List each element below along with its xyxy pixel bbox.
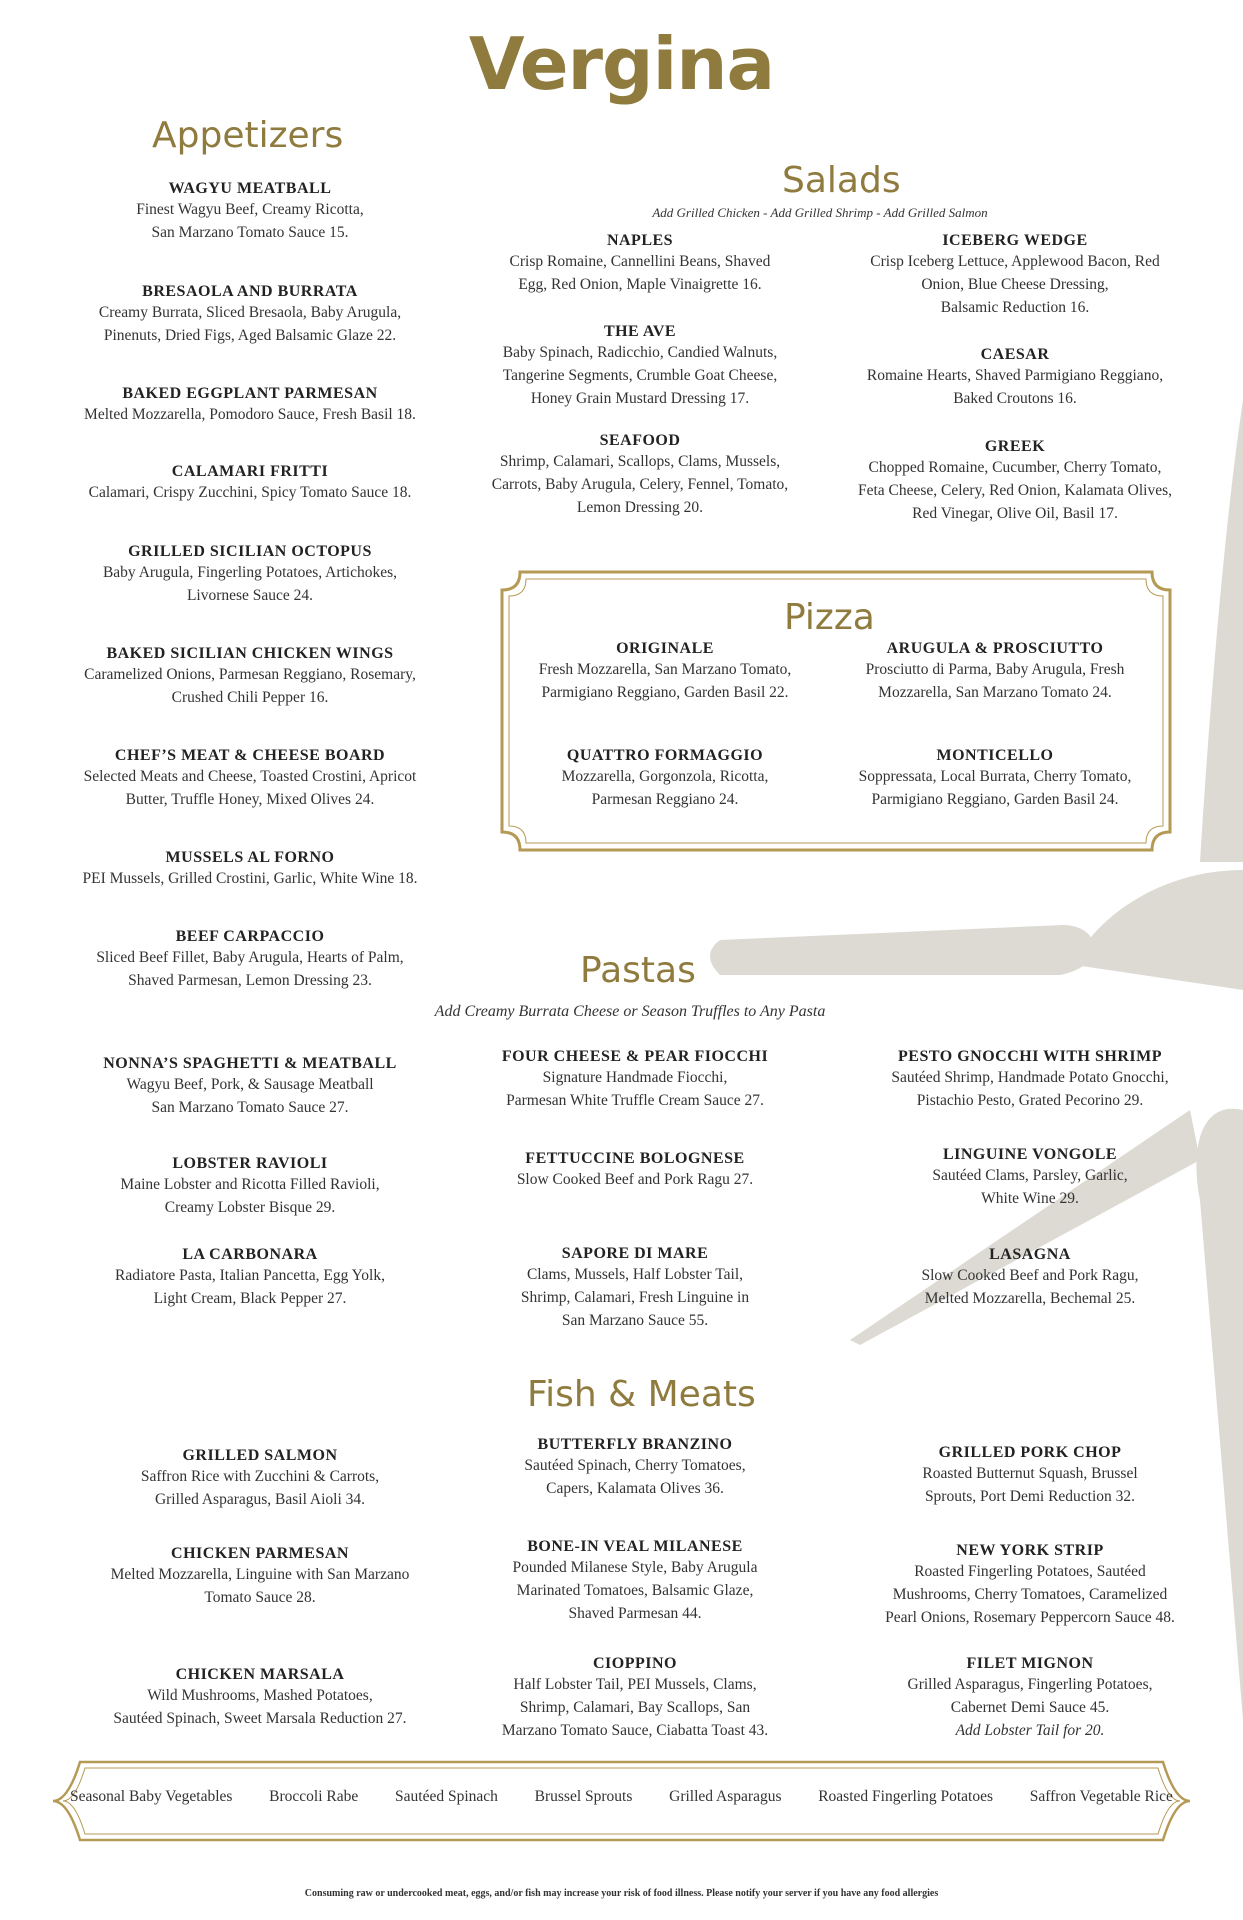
menu-item-description: Roasted Butternut Squash, Brussel Sprouts, Port Demi Reduction 32. — [922, 1465, 1138, 1505]
menu-item-name: GREEK — [984, 438, 1046, 455]
menu-item-description: Slow Cooked Beef and Pork Ragu, Melted Mozzarella, Bechemal 25. — [921, 1267, 1139, 1307]
menu-item-name: LA CARBONARA — [182, 1246, 318, 1263]
salads-note: Add Grilled Chicken - Add Grilled Shrimp - Add Grilled Salmon — [652, 205, 988, 220]
menu-item-name: GRILLED SALMON — [182, 1447, 338, 1464]
menu-item-description: Calamari, Crispy Zucchini, Spicy Tomato Sauce 18. — [88, 484, 412, 501]
menu-item-description: Melted Mozzarella, Pomodoro Sauce, Fresh Basil 18. — [84, 406, 416, 423]
menu-item-name: BEEF CARPACCIO — [175, 928, 325, 945]
menu-item-description: Crisp Romaine, Cannellini Beans, Shaved Egg, Red Onion, Maple Vinaigrette 16. — [509, 253, 771, 293]
menu-item-name: CHICKEN MARSALA — [175, 1666, 345, 1683]
menu-item-name: GRILLED PORK CHOP — [938, 1444, 1122, 1461]
menu-item-description: Signature Handmade Fiocchi, Parmesan White Truffle Cream Sauce 27. — [506, 1069, 764, 1109]
menu-item-name: CALAMARI FRITTI — [171, 463, 329, 480]
menu-item-description: Crisp Iceberg Lettuce, Applewood Bacon, Red Onion, Blue Cheese Dressing, Balsamic Reduction 16. — [870, 253, 1160, 316]
menu-item — [40, 543, 460, 607]
menu-item-description: Half Lobster Tail, PEI Mussels, Clams, Shrimp, Calamari, Bay Scallops, San Marzano Tomato Sauce, Ciabatta Toast 43. — [501, 1676, 769, 1739]
pastas-note: Add Creamy Burrata Cheese or Season Truffles to Any Pasta — [434, 1003, 826, 1020]
menu-item-name: LASAGNA — [989, 1246, 1071, 1263]
menu-item-name: CAESAR — [980, 346, 1050, 363]
menu-item-name: BUTTERFLY BRANZINO — [537, 1436, 733, 1453]
menu-item-name: SEAFOOD — [599, 432, 681, 449]
menu-item-description: Maine Lobster and Ricotta Filled Ravioli, Creamy Lobster Bisque 29. — [120, 1176, 380, 1216]
menu-item-name: QUATTRO FORMAGGIO — [566, 747, 764, 764]
menu-item-description: Creamy Burrata, Sliced Bresaola, Baby Arugula, Pinenuts, Dried Figs, Aged Balsamic Glaze 22. — [98, 304, 402, 344]
menu-item — [460, 1245, 810, 1332]
menu-item-name: CIOPPINO — [593, 1655, 677, 1672]
menu-item — [60, 1155, 440, 1219]
menu-item-description: Chopped Romaine, Cucumber, Cherry Tomato, Feta Cheese, Celery, Red Onion, Kalamata Olives, Red Vinegar, Olive Oil, Basil 17. — [857, 459, 1173, 522]
menu-item-description: Sliced Beef Fillet, Baby Arugula, Hearts of Palm, Shaved Parmesan, Lemon Dressing 23. — [96, 949, 404, 989]
menu-item — [510, 640, 820, 704]
menu-item-description: Pounded Milanese Style, Baby Arugula Marinated Tomatoes, Balsamic Glaze, Shaved Parmesan 44. — [512, 1559, 758, 1622]
menu-item-name: ORIGINALE — [616, 640, 714, 657]
menu-item — [840, 1048, 1220, 1112]
menu-item — [460, 1655, 810, 1742]
menu-item-name: NEW YORK STRIP — [956, 1542, 1104, 1559]
menu-item-name: WAGYU MEATBALL — [168, 180, 332, 197]
menu-item-description: Radiatore Pasta, Italian Pancetta, Egg Yolk, Light Cream, Black Pepper 27. — [115, 1267, 385, 1307]
menu-item — [840, 1246, 1220, 1310]
menu-item-description: Clams, Mussels, Half Lobster Tail, Shrimp, Calamari, Fresh Linguine in San Marzano Sauce 55. — [520, 1266, 750, 1329]
pastas-heading: Pastas — [580, 950, 696, 991]
menu-item-description: Fresh Mozzarella, San Marzano Tomato, Parmigiano Reggiano, Garden Basil 22. — [538, 661, 792, 701]
menu-item — [460, 1538, 810, 1625]
menu-item-description: Baby Spinach, Radicchio, Candied Walnuts, Tangerine Segments, Crumble Goat Cheese, Honey Grain Mustard Dressing 17. — [502, 344, 778, 407]
side-item: Brussel Sprouts — [534, 1788, 633, 1805]
pizza-heading: Pizza — [784, 597, 875, 638]
menu-item — [830, 438, 1200, 525]
menu-item-name: BAKED EGGPLANT PARMESAN — [122, 385, 378, 402]
menu-item-description: Romaine Hearts, Shaved Parmigiano Reggiano, Baked Croutons 16. — [866, 367, 1164, 407]
side-item: Grilled Asparagus — [669, 1788, 782, 1805]
menu-item — [40, 849, 460, 890]
menu-item-description: Mozzarella, Gorgonzola, Ricotta, Parmesan Reggiano 24. — [561, 768, 769, 808]
menu-item-description: Caramelized Onions, Parmesan Reggiano, Rosemary, Crushed Chili Pepper 16. — [84, 666, 416, 706]
menu-item-name: NAPLES — [606, 232, 674, 249]
menu-item — [840, 1542, 1220, 1629]
menu-item — [840, 1655, 1220, 1742]
menu-item — [60, 1447, 460, 1511]
side-item: Sautéed Spinach — [395, 1788, 498, 1805]
menu-item-description: Soppressata, Local Burrata, Cherry Tomato, Parmigiano Reggiano, Garden Basil 24. — [858, 768, 1132, 808]
menu-item-description: Shrimp, Calamari, Scallops, Clams, Mussels, Carrots, Baby Arugula, Celery, Fennel, Tomato, Lemon Dressing 20. — [491, 453, 789, 516]
menu-item — [840, 1146, 1220, 1210]
menu-item-description: Finest Wagyu Beef, Creamy Ricotta, San Marzano Tomato Sauce 15. — [136, 201, 364, 241]
menu-item-name: LOBSTER RAVIOLI — [172, 1155, 328, 1172]
menu-item-name: GRILLED SICILIAN OCTOPUS — [128, 543, 372, 560]
side-item: Roasted Fingerling Potatoes — [818, 1788, 994, 1805]
menu-item-name: FETTUCCINE BOLOGNESE — [525, 1150, 745, 1167]
restaurant-name: Vergina — [468, 22, 775, 106]
menu-item-description: Baby Arugula, Fingerling Potatoes, Artichokes, Livornese Sauce 24. — [102, 564, 398, 604]
menu-item-description: Prosciutto di Parma, Baby Arugula, Fresh Mozzarella, San Marzano Tomato 24. — [865, 661, 1125, 701]
salads-heading: Salads — [782, 160, 901, 201]
menu-item-description: Wagyu Beef, Pork, & Sausage Meatball San Marzano Tomato Sauce 27. — [126, 1076, 374, 1116]
menu-item-name: BAKED SICILIAN CHICKEN WINGS — [106, 645, 394, 662]
menu-item — [60, 1055, 440, 1119]
menu-item — [510, 747, 820, 811]
fish-meats-heading: Fish & Meats — [527, 1374, 756, 1415]
menu-item-name: PESTO GNOCCHI WITH SHRIMP — [898, 1048, 1162, 1065]
menu-item — [40, 645, 460, 709]
menu-item-description: Grilled Asparagus, Fingerling Potatoes, Cabernet Demi Sauce 45. — [907, 1676, 1153, 1716]
sides-list — [70, 1788, 1173, 1806]
menu-item — [40, 463, 460, 504]
menu-item — [460, 1150, 810, 1191]
menu-item-note: Add Lobster Tail for 20. — [955, 1722, 1105, 1739]
menu-item — [40, 928, 460, 992]
menu-item-name: ARUGULA & PROSCIUTTO — [886, 640, 1104, 657]
menu-item-description: Sautéed Spinach, Cherry Tomatoes, Capers, Kalamata Olives 36. — [524, 1457, 746, 1497]
menu-item — [460, 232, 820, 296]
menu-item-description: Selected Meats and Cheese, Toasted Crostini, Apricot Butter, Truffle Honey, Mixed Olives 24. — [83, 768, 417, 808]
menu-item — [40, 385, 460, 426]
menu-item-description: Wild Mushrooms, Mashed Potatoes, Sautéed Spinach, Sweet Marsala Reduction 27. — [113, 1687, 407, 1727]
menu-item — [830, 232, 1200, 319]
menu-item — [460, 1436, 810, 1500]
side-item: Saffron Vegetable Rice — [1029, 1788, 1173, 1805]
menu-item — [60, 1246, 440, 1310]
menu-item-name: LINGUINE VONGOLE — [942, 1146, 1118, 1163]
menu-item-description: Slow Cooked Beef and Pork Ragu 27. — [516, 1171, 754, 1188]
menu-item — [60, 1666, 460, 1730]
menu-item — [60, 1545, 460, 1609]
appetizers-heading: Appetizers — [152, 115, 344, 156]
menu-item — [460, 1048, 810, 1112]
menu-item-name: MONTICELLO — [936, 747, 1054, 764]
menu-item — [40, 747, 460, 811]
menu-item — [460, 323, 820, 410]
menu-item-description: Saffron Rice with Zucchini & Carrots, Grilled Asparagus, Basil Aioli 34. — [140, 1468, 380, 1508]
menu-item-name: MUSSELS AL FORNO — [165, 849, 335, 866]
menu-item — [830, 640, 1160, 704]
menu-item-name: THE AVE — [603, 323, 677, 340]
menu-item-name: NONNA’S SPAGHETTI & MEATBALL — [103, 1055, 397, 1072]
menu-item-name: BONE-IN VEAL MILANESE — [527, 1538, 743, 1555]
menu-item — [830, 747, 1160, 811]
side-item: Seasonal Baby Vegetables — [70, 1788, 233, 1805]
menu-item-name: CHEF’S MEAT & CHEESE BOARD — [114, 747, 386, 764]
menu-item-description: PEI Mussels, Grilled Crostini, Garlic, White Wine 18. — [82, 870, 418, 887]
food-safety-disclaimer: Consuming raw or undercooked meat, eggs, and/or fish may increase your risk of food illness. Please notify your server if you have any food allergies — [304, 1888, 939, 1899]
menu-item-description: Sautéed Shrimp, Handmade Potato Gnocchi, Pistachio Pesto, Grated Pecorino 29. — [891, 1069, 1169, 1109]
menu-item — [840, 1444, 1220, 1508]
menu-item-name: BRESAOLA AND BURRATA — [142, 283, 358, 300]
menu-item — [40, 180, 460, 244]
menu-item-name: FOUR CHEESE & PEAR FIOCCHI — [501, 1048, 769, 1065]
menu-item-description: Melted Mozzarella, Linguine with San Marzano Tomato Sauce 28. — [110, 1566, 410, 1606]
menu-item-description: Roasted Fingerling Potatoes, Sautéed Mushrooms, Cherry Tomatoes, Caramelized Pearl Onions, Rosemary Peppercorn Sauce 48. — [885, 1563, 1175, 1626]
menu-item — [460, 432, 820, 519]
menu-item-name: CHICKEN PARMESAN — [171, 1545, 349, 1562]
menu-item-name: FILET MIGNON — [966, 1655, 1094, 1672]
menu-item-description: Sautéed Clams, Parsley, Garlic, White Wine 29. — [932, 1167, 1128, 1207]
menu-item — [40, 283, 460, 347]
menu-item-name: ICEBERG WEDGE — [942, 232, 1088, 249]
side-item: Broccoli Rabe — [269, 1788, 359, 1805]
menu-item — [830, 346, 1200, 410]
menu-item-name: SAPORE DI MARE — [561, 1245, 709, 1262]
